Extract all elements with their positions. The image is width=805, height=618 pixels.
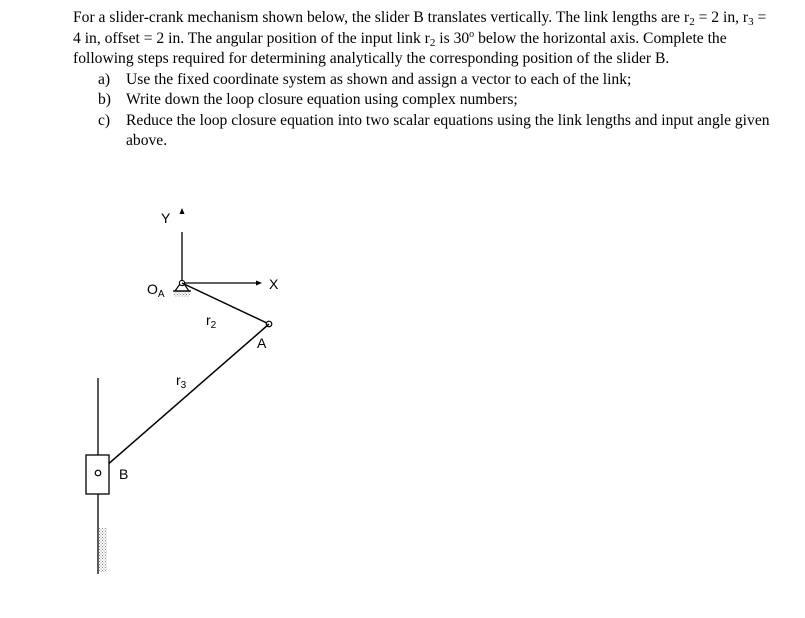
slider-label: B <box>119 466 129 482</box>
slider-pin <box>95 470 101 476</box>
step-text: Reduce the loop closure equation into two scalar equations using the link lengths and input angle given above. <box>126 111 770 149</box>
crank-label: $r_2$ <box>206 312 217 331</box>
coupler-label: $r_3$ <box>176 372 187 391</box>
crank-link-r2 <box>182 283 269 324</box>
problem-intro: For a slider-crank mechanism shown below, the slider B translates vertically. The link lengths are $r_2 = 2$ in, $r_3 = 4$ in, offset = 2 in. The angular position of the input link $r_2$ is 30$^o$ below the horizontal axis. Complete the following steps required for determining analytically the corresponding position of the slider B. <box>73 9 767 67</box>
slider-guide-hatch <box>99 528 107 572</box>
y-axis-arrowhead <box>180 208 185 214</box>
x-axis-label: X <box>269 276 279 292</box>
joint-a-label: A <box>257 335 267 351</box>
coupler-link-r3 <box>98 324 269 473</box>
pivot-label: $O_A$ <box>147 281 165 300</box>
step-text: Use the fixed coordinate system as shown and assign a vector to each of the link; <box>126 70 632 88</box>
step-marker: a) <box>98 70 111 88</box>
step-marker: c) <box>98 111 111 129</box>
step-text: Write down the loop closure equation using complex numbers; <box>126 91 518 108</box>
y-axis-label: Y <box>161 210 171 226</box>
step-marker: b) <box>98 91 111 108</box>
x-axis-arrowhead <box>256 281 262 286</box>
